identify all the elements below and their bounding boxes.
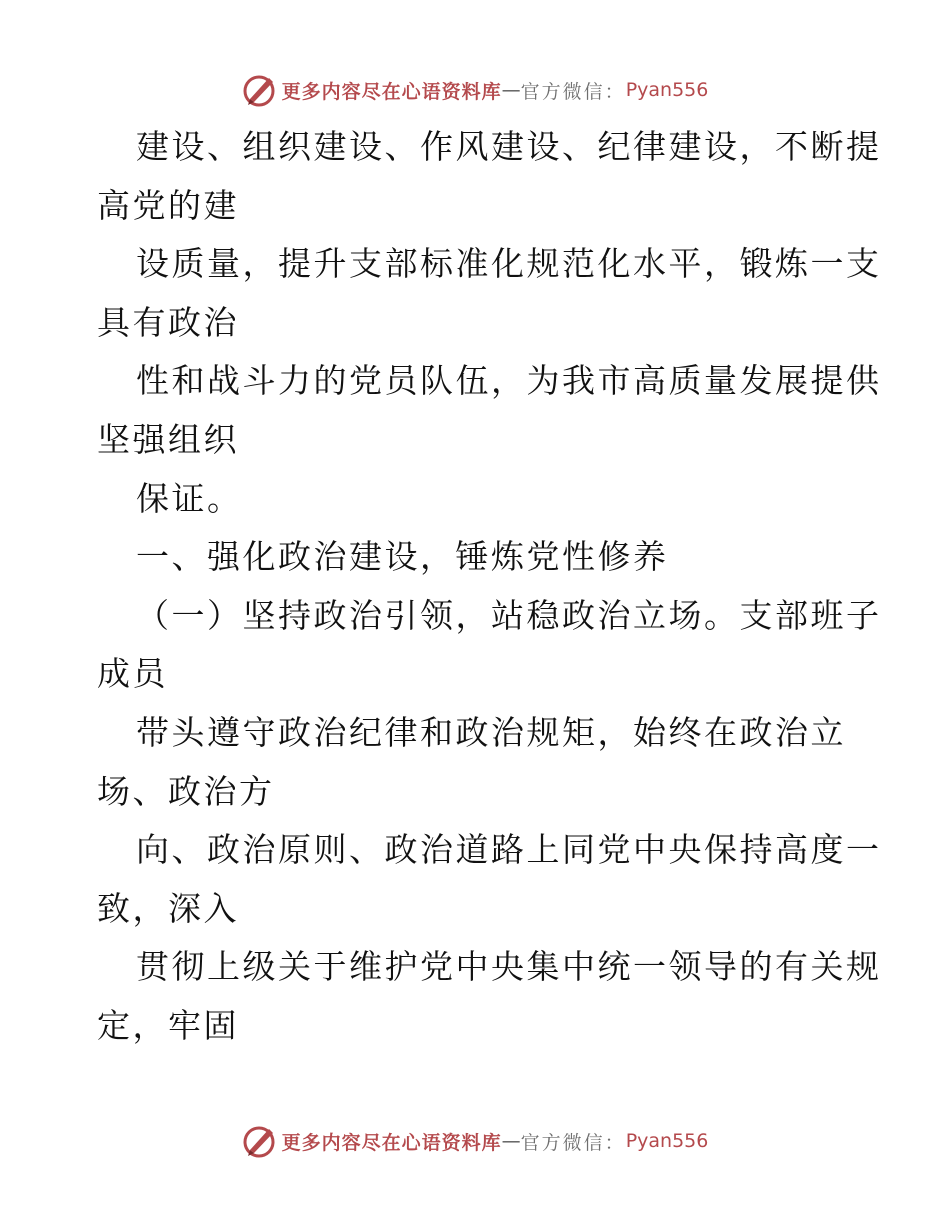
pen-logo-icon bbox=[242, 72, 278, 108]
watermark-sub-text: 官方微信： bbox=[520, 80, 626, 103]
watermark-sub-text: 官方微信： bbox=[520, 1131, 626, 1154]
text-line: 建设、组织建设、作风建设、纪律建设，不断提 bbox=[136, 127, 882, 166]
text-line: 带头遵守政治纪律和政治规矩，始终在政治立 bbox=[136, 712, 846, 752]
text-line: 具有政治 bbox=[97, 302, 239, 342]
text-line: 致，深入 bbox=[97, 888, 239, 928]
footer-watermark bbox=[0, 1121, 950, 1161]
pen-logo-icon bbox=[242, 1123, 278, 1159]
text-line: 设质量，提升支部标准化规范化水平，锻炼一支 bbox=[136, 244, 882, 284]
text-line: 定，牢固 bbox=[97, 1005, 239, 1045]
watermark-main-text: 更多内容尽在心语资料库 bbox=[281, 80, 502, 103]
watermark-wechat-id: Pyan556 bbox=[625, 79, 709, 101]
text-line: 贯彻上级关于维护党中央集中统一领导的有关规 bbox=[136, 947, 882, 987]
watermark-main-text: 更多内容尽在心语资料库 bbox=[281, 1131, 502, 1154]
text-line: 成员 bbox=[97, 654, 168, 694]
watermark-separator: — bbox=[501, 79, 521, 101]
text-line: 坚强组织 bbox=[97, 419, 239, 459]
watermark-wechat-id: Pyan556 bbox=[625, 1130, 709, 1152]
header-watermark bbox=[0, 70, 950, 110]
text-line: 保证。 bbox=[136, 478, 243, 518]
watermark-separator: — bbox=[501, 1130, 521, 1152]
document-body bbox=[97, 118, 882, 1056]
text-line: 性和战斗力的党员队伍，为我市高质量发展提供 bbox=[136, 361, 882, 401]
text-line: 向、政治原则、政治道路上同党中央保持高度一 bbox=[136, 830, 882, 870]
text-line: 高党的建 bbox=[97, 185, 239, 225]
text-line: 一、强化政治建设，锤炼党性修养 bbox=[136, 537, 669, 577]
text-line: （一）坚持政治引领，站稳政治立场。支部班子 bbox=[136, 595, 882, 635]
text-line: 场、政治方 bbox=[97, 771, 275, 811]
